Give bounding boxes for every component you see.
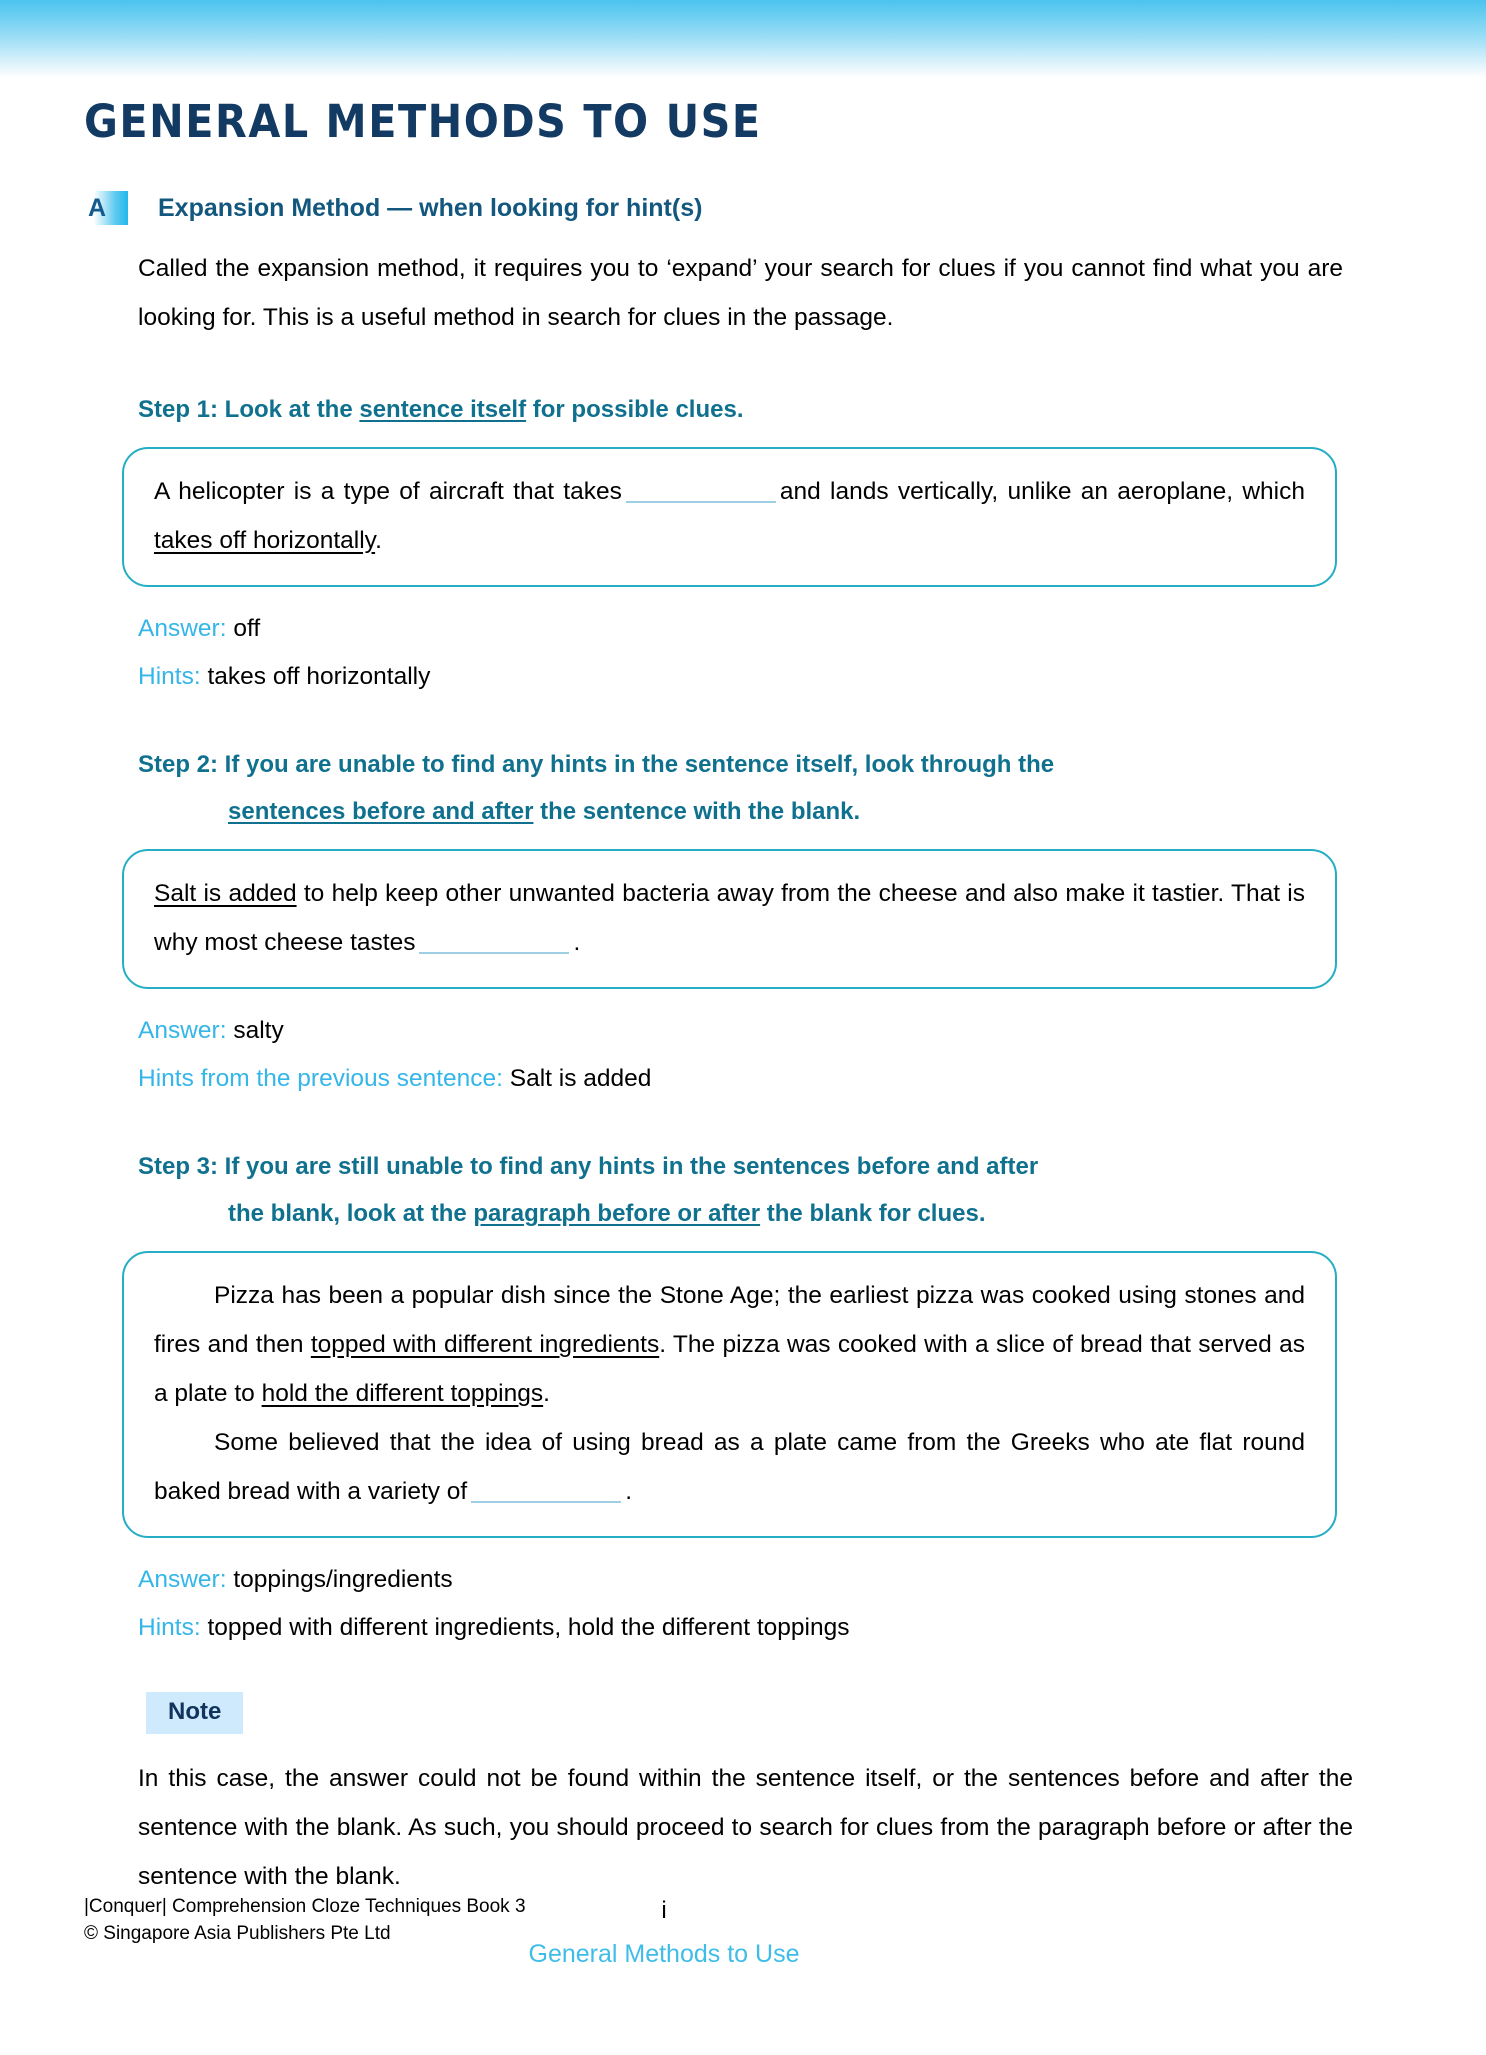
note-badge: Note xyxy=(146,1692,243,1734)
step-1-text-after: for possible clues. xyxy=(526,396,744,423)
answer-value: salty xyxy=(233,1017,284,1044)
hints-line-3 xyxy=(138,1608,1404,1648)
section-intro-paragraph: Called the expansion method, it requires you to ‘expand’ your search for clues if you cannot find what you are looking for. This is a useful method in search for clues in the passage. xyxy=(138,255,1343,331)
example-3-hint-underline-1: topped with different ingredients xyxy=(310,1331,660,1358)
step-1-text-before: Look at the xyxy=(218,396,360,423)
answer-value: toppings/ingredients xyxy=(233,1566,453,1593)
content-column xyxy=(84,190,1404,1901)
step-3-second-line xyxy=(138,1190,1343,1237)
answer-line-3 xyxy=(138,1560,1404,1600)
footer-copyright: © Singapore Asia Publishers Pte Ltd xyxy=(84,1923,391,1944)
example-3-text-b: . The pizza was cooked with a slice of bread that served as a plate to xyxy=(154,1331,1305,1407)
step-1-heading xyxy=(138,386,1343,433)
hints-label: Hints: xyxy=(138,1614,201,1641)
answer-label: Answer: xyxy=(138,615,227,642)
page-title: GENERAL METHODS TO USE xyxy=(84,95,762,148)
example-1-text-a: A helicopter is a type of aircraft that takes xyxy=(154,478,622,505)
example-box-1 xyxy=(122,447,1337,587)
footer-chapter-title: General Methods to Use xyxy=(528,1940,800,1968)
answer-value: off xyxy=(233,615,261,642)
note-paragraph: In this case, the answer could not be found within the sentence itself, or the sentences before and after the sentence with the blank. As such, you should proceed to search for clues from the paragraph before or after the sentence with the blank. xyxy=(138,1765,1353,1890)
answer-label: Answer: xyxy=(138,1566,227,1593)
step-3-heading xyxy=(138,1143,1343,1237)
step-3-underlined: paragraph before or after xyxy=(473,1200,761,1227)
example-2-hint-underline: Salt is added xyxy=(154,880,297,907)
footer-book-title: |Conquer| Comprehension Cloze Techniques Book 3 xyxy=(84,1896,526,1917)
example-1-text-c: . xyxy=(375,527,382,554)
step-2-label: Step 2: xyxy=(138,751,219,778)
step-2-text-after: the sentence with the blank. xyxy=(533,798,861,825)
step-2-underlined: sentences before and after xyxy=(228,798,534,825)
answer-label: Answer: xyxy=(138,1017,227,1044)
step-3-text-b: the blank for clues. xyxy=(760,1200,986,1227)
section-title: Expansion Method — when looking for hint(s) xyxy=(158,193,703,222)
answer-line-1 xyxy=(138,609,1404,649)
footer-page-number: i xyxy=(661,1897,667,1924)
example-3-paragraph-1 xyxy=(154,1271,1305,1418)
step-2-heading xyxy=(138,741,1343,835)
hints-line-2 xyxy=(138,1059,1404,1099)
example-3-text-e: . xyxy=(625,1478,633,1505)
hints-value: topped with different ingredients, hold the different toppings xyxy=(207,1614,850,1641)
hints-label: Hints: xyxy=(138,663,201,690)
example-3-text-c: . xyxy=(543,1380,550,1407)
answer-line-2 xyxy=(138,1011,1404,1051)
example-2-paragraph xyxy=(154,869,1305,967)
hints-value: Salt is added xyxy=(509,1065,652,1092)
example-1-text-b: and lands vertically, unlike an aeroplane, which xyxy=(779,478,1305,505)
cloze-blank[interactable] xyxy=(626,501,776,503)
cloze-blank[interactable] xyxy=(471,1501,621,1503)
step-3-text-a: the blank, look at the xyxy=(228,1200,474,1227)
hints-value: takes off horizontally xyxy=(207,663,431,690)
step-1-underlined: sentence itself xyxy=(359,396,527,423)
example-1-hint-underline: takes off horizontally xyxy=(154,527,376,554)
example-box-2 xyxy=(122,849,1337,989)
step-3-text-before: If you are still unable to find any hints in the sentences before and after xyxy=(218,1153,1039,1180)
example-box-3 xyxy=(122,1251,1337,1538)
example-2-text-a: to help keep other unwanted bacteria away from the cheese and also make it tastier. That is why most cheese tastes xyxy=(154,880,1306,956)
page-footer xyxy=(84,1893,1404,2003)
example-3-hint-underline-2: hold the different toppings xyxy=(261,1380,544,1407)
example-2-text-c: . xyxy=(573,929,581,956)
example-1-paragraph xyxy=(154,467,1305,565)
example-3-paragraph-2 xyxy=(154,1418,1305,1516)
hints-label: Hints from the previous sentence: xyxy=(138,1065,503,1092)
example-3-text-a: Pizza has been a popular dish since the Stone Age; the earliest pizza was cooked using stones and fires and then xyxy=(154,1282,1305,1358)
step-2-second-line xyxy=(138,788,1343,835)
section-header xyxy=(84,190,1404,226)
cloze-blank[interactable] xyxy=(419,952,569,954)
hints-line-1 xyxy=(138,657,1404,697)
example-3-text-d: Some believed that the idea of using bread as a plate came from the Greeks who ate flat round baked bread with a variety of xyxy=(154,1429,1305,1505)
step-1-label: Step 1: xyxy=(138,396,219,423)
step-3-label: Step 3: xyxy=(138,1153,219,1180)
step-2-text-before: If you are unable to find any hints in the sentence itself, look through the xyxy=(218,751,1055,778)
section-letter-badge: A xyxy=(84,191,128,225)
